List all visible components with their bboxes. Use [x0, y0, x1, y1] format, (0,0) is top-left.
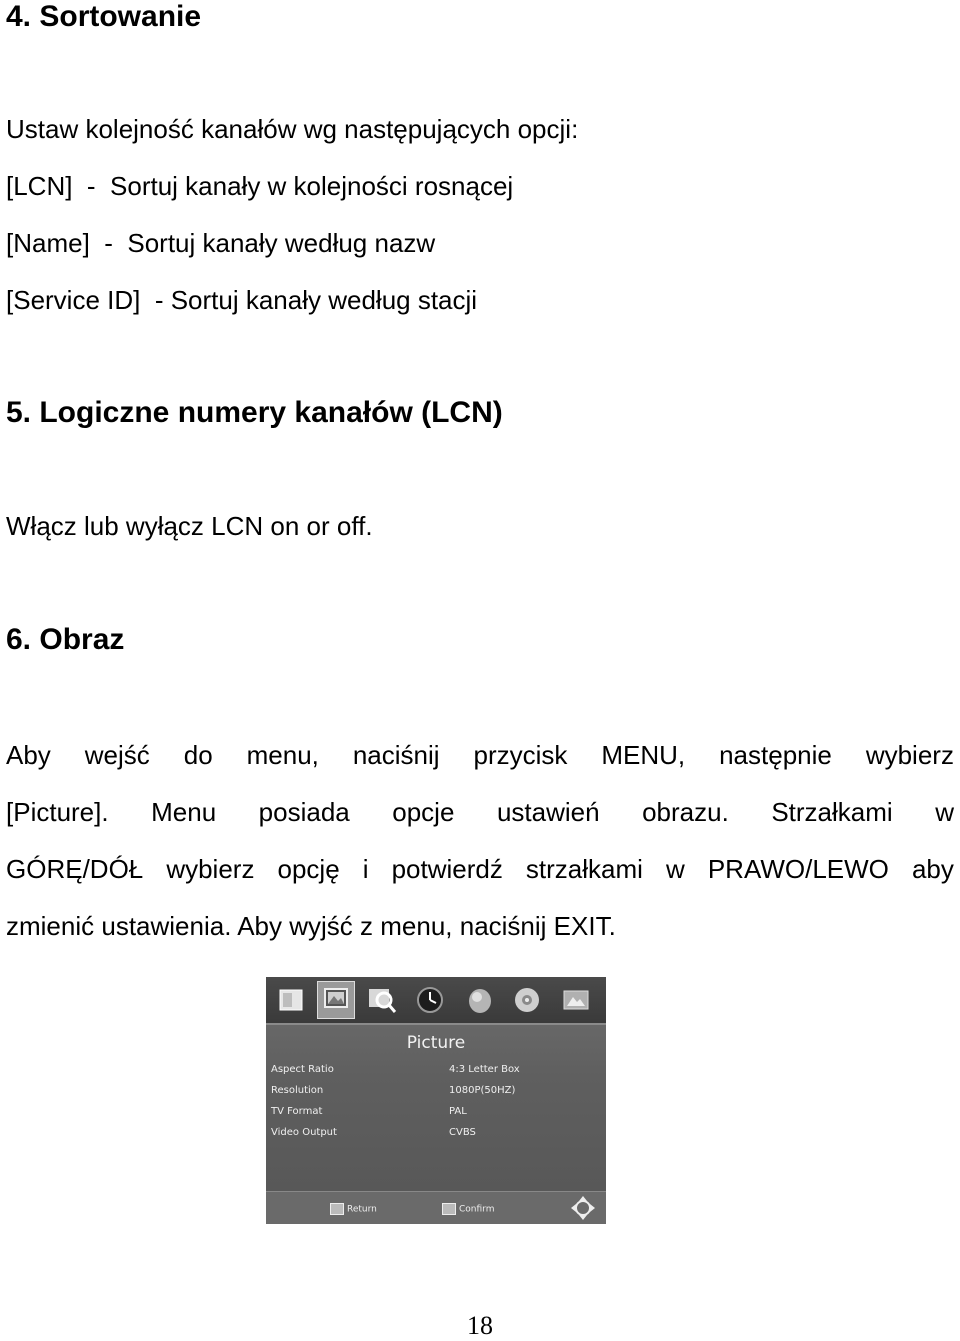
word: opcje	[392, 797, 455, 827]
menu-row-aspect-ratio	[271, 1061, 601, 1081]
menu-row-label: Resolution	[271, 1085, 324, 1096]
confirm-hint-label: Confirm	[459, 1204, 495, 1215]
usb-icon	[558, 983, 594, 1017]
confirm-hint	[442, 1203, 494, 1215]
sort-option-service-id: [Service ID] - Sortuj kanały według stacji	[6, 285, 478, 315]
menu-row-value: 4:3 Letter Box	[449, 1064, 520, 1075]
word: Aby	[6, 740, 51, 770]
sort-option-lcn: [LCN] - Sortuj kanały w kolejności rosnącej	[6, 171, 514, 201]
section-4-intro: Ustaw kolejność kanałów wg następujących opcji:	[6, 114, 579, 144]
channel-icon	[274, 983, 310, 1017]
word: i	[362, 854, 369, 884]
word: wejść	[84, 740, 150, 770]
word: PRAWO/LEWO	[707, 854, 889, 884]
menu-row-label: Aspect Ratio	[271, 1064, 334, 1075]
menu-row-video-output	[271, 1124, 601, 1144]
word: ustawień	[496, 797, 600, 827]
word: następnie	[719, 740, 832, 770]
search-icon	[364, 983, 400, 1017]
return-key-icon	[330, 1203, 344, 1215]
paragraph-line-3	[6, 854, 954, 885]
word: [Picture].	[6, 797, 109, 827]
menu-row-value: CVBS	[449, 1127, 476, 1138]
return-hint-label: Return	[347, 1204, 377, 1215]
confirm-key-icon	[442, 1203, 456, 1215]
menu-row-label: TV Format	[271, 1106, 323, 1117]
word: aby	[911, 854, 954, 884]
page-number: 18	[467, 1311, 493, 1340]
menu-icon-bar	[266, 977, 606, 1025]
menu-row-resolution	[271, 1082, 601, 1102]
return-hint	[330, 1203, 377, 1215]
system-icon	[509, 983, 545, 1017]
section-5-text: Włącz lub wyłącz LCN on or off.	[6, 511, 373, 541]
sort-option-name: [Name] - Sortuj kanały według nazw	[6, 228, 436, 258]
word: menu,	[246, 740, 319, 770]
menu-hint-bar	[266, 1191, 606, 1224]
clock-icon	[412, 983, 448, 1017]
word: wybierz	[166, 854, 255, 884]
word: GÓRĘ/DÓŁ	[6, 854, 144, 884]
menu-row-value: PAL	[449, 1106, 467, 1117]
picture-icon	[317, 981, 355, 1019]
section-6-heading: 6. Obraz	[6, 623, 125, 656]
word: w	[666, 854, 685, 884]
menu-row-value: 1080P(50HZ)	[449, 1085, 516, 1096]
paragraph-line-1	[6, 740, 954, 771]
word: przycisk	[473, 740, 568, 770]
option-icon	[462, 983, 498, 1017]
word: Menu	[151, 797, 217, 827]
section-5-heading: 5. Logiczne numery kanałów (LCN)	[6, 396, 503, 429]
word: Strzałkami	[771, 797, 893, 827]
word: strzałkami	[525, 854, 643, 884]
word: wybierz	[865, 740, 954, 770]
word: potwierdź	[391, 854, 503, 884]
word: w	[935, 797, 954, 827]
word: naciśnij	[352, 740, 440, 770]
paragraph-line-2	[6, 797, 954, 828]
section-4-heading: 4. Sortowanie	[6, 0, 202, 33]
navigation-arrows-icon	[570, 1195, 596, 1221]
word: posiada	[258, 797, 350, 827]
word: MENU,	[601, 740, 686, 770]
menu-title: Picture	[406, 1033, 466, 1053]
menu-row-label: Video Output	[271, 1127, 337, 1138]
paragraph-line-4: zmienić ustawienia. Aby wyjść z menu, naciśnij EXIT.	[6, 911, 616, 941]
word: do	[183, 740, 213, 770]
menu-row-tv-format	[271, 1103, 601, 1123]
word: opcję	[277, 854, 340, 884]
picture-menu-screenshot	[266, 977, 606, 1224]
word: obrazu.	[642, 797, 729, 827]
